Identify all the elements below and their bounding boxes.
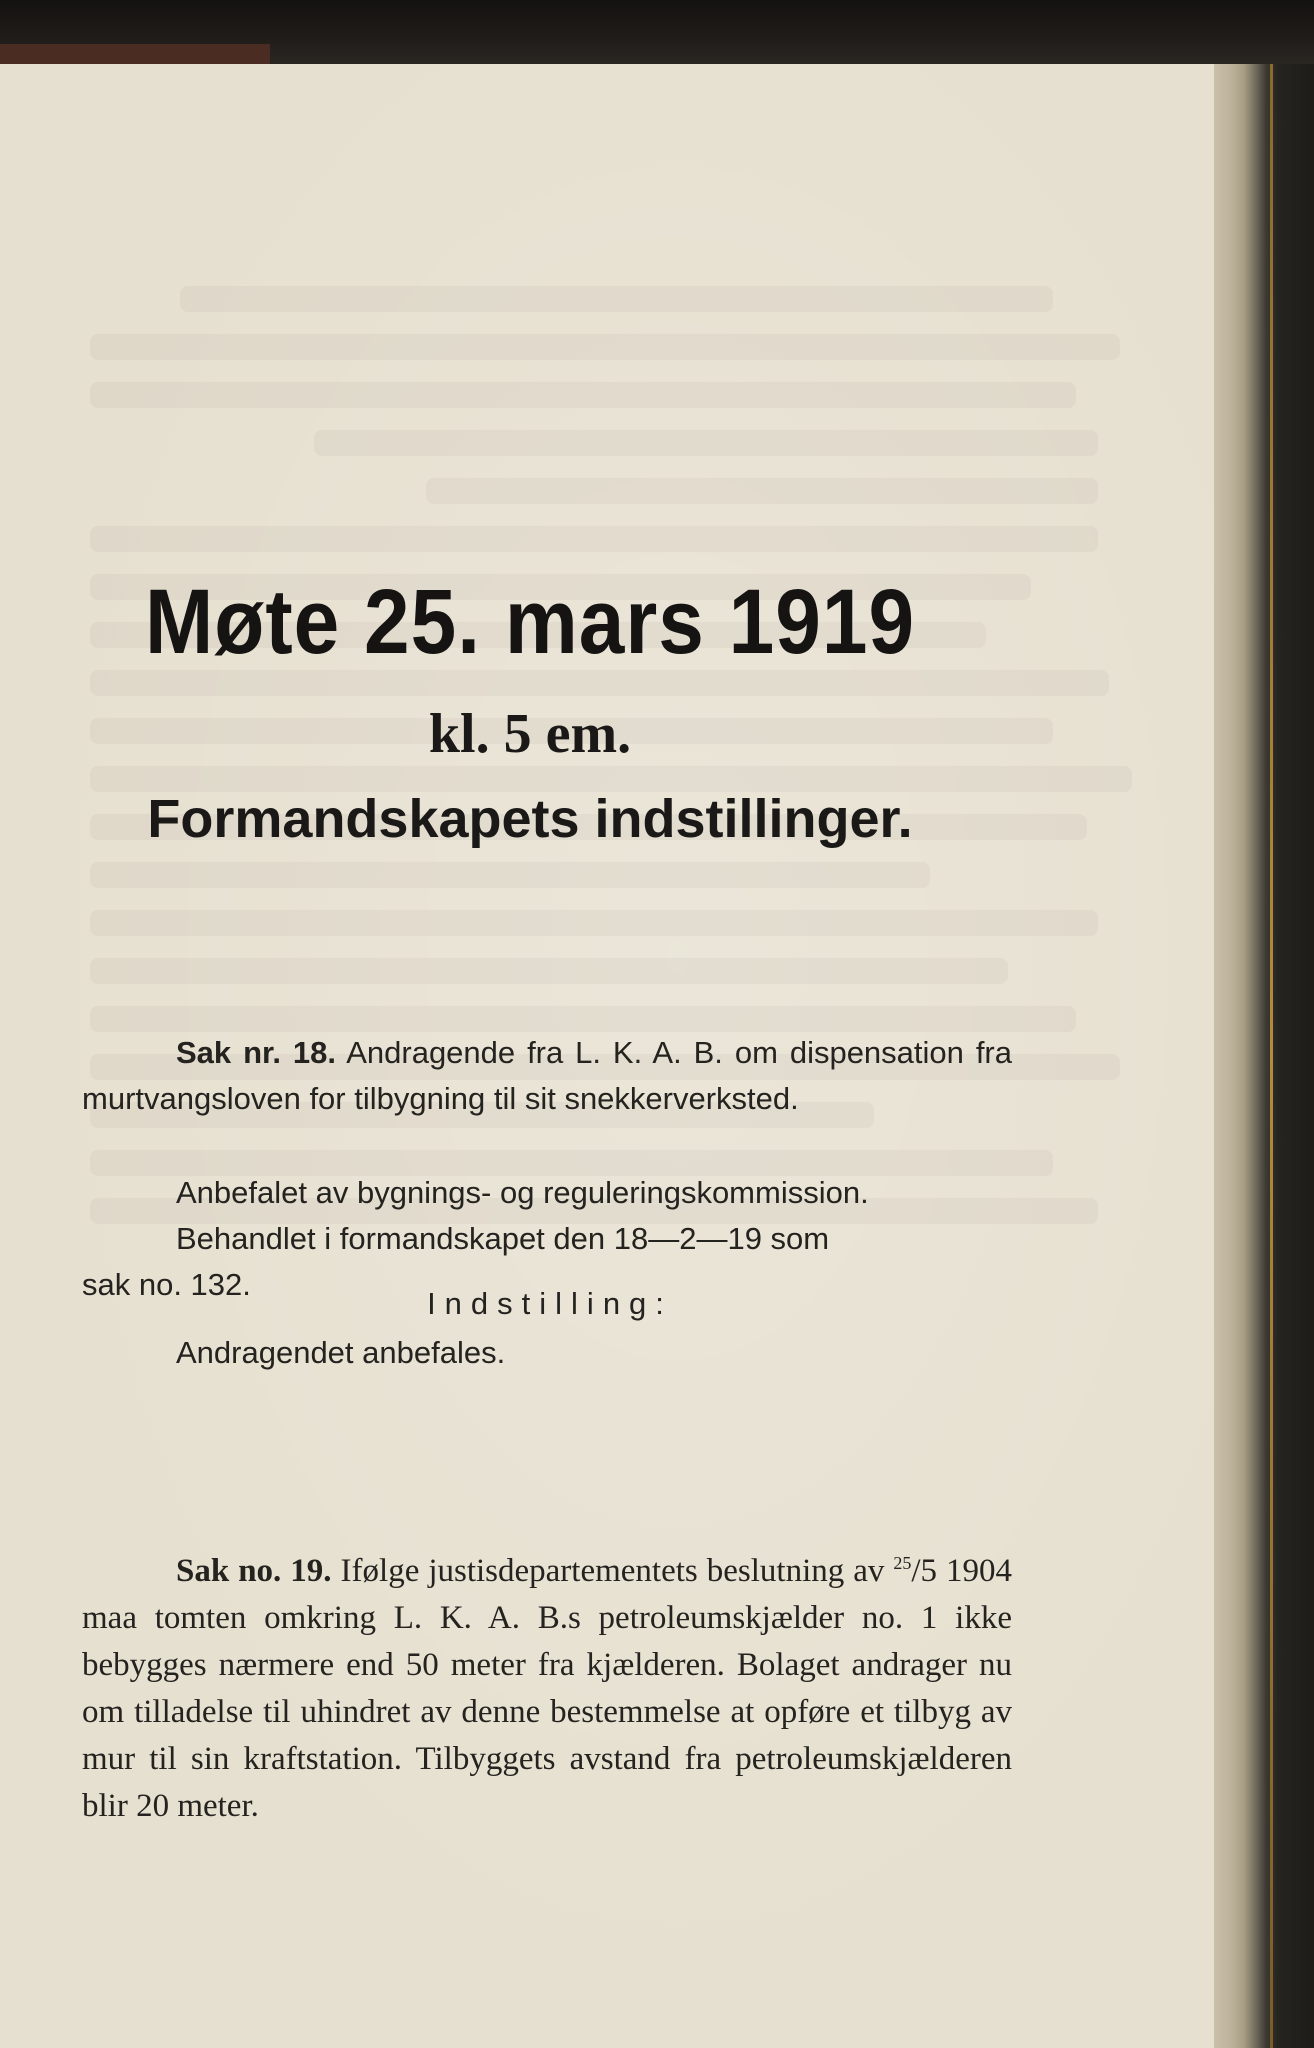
book-spine [1214,64,1314,2048]
case-18-label: Sak nr. 18. [176,1035,336,1070]
top-dark-strip [0,0,1314,68]
spine-gold-line [1270,64,1273,2048]
case-18-recommendation: Andragendet anbefales. [176,1335,506,1370]
case-19-label: Sak no. 19. [176,1553,332,1589]
case-18-treated-line-2: sak no. 132. [82,1267,251,1302]
case-19-body-end: maa tomten omkring L. K. A. B.s petroleumskjælder no. 1 ikke bebygges nærmere end 50 meter fra kjælderen. Bolaget andrager nu om tilladelse til uhindret av denne bestemmelse at opføre et tilbyg av mur til sin kraftstation. Tilbyggets avstand fra petroleumskjælderen blir 20 meter. [82,1600,1012,1824]
case-19-date-superscript: 25 [893,1553,912,1573]
case-19-paragraph [82,1548,1012,1830]
case-18-paragraph [82,1030,1012,1122]
meeting-time: kl. 5 em. [428,703,632,765]
section-title: Formandskapets indstillinger. [147,789,913,849]
meeting-title: Møte 25. mars 1919 [144,571,916,674]
case-18-recommendation-heading: Indstilling: [427,1286,673,1321]
case-19-body-start: Ifølge justisdepartementets beslutning av [340,1553,885,1589]
book-page [0,64,1232,2048]
case-18-treated-line-1: Behandlet i formandskapet den 18—2—19 som [176,1221,830,1256]
case-18-recommended: Anbefalet av bygnings- og reguleringskommission. [176,1175,869,1210]
case-18-body: Andragende fra L. K. A. B. om dispensation fra murtvangsloven for tilbygning til sit snekkerverksted. [82,1035,1012,1116]
case-19-date-rest: /5 1904 [911,1553,1013,1589]
